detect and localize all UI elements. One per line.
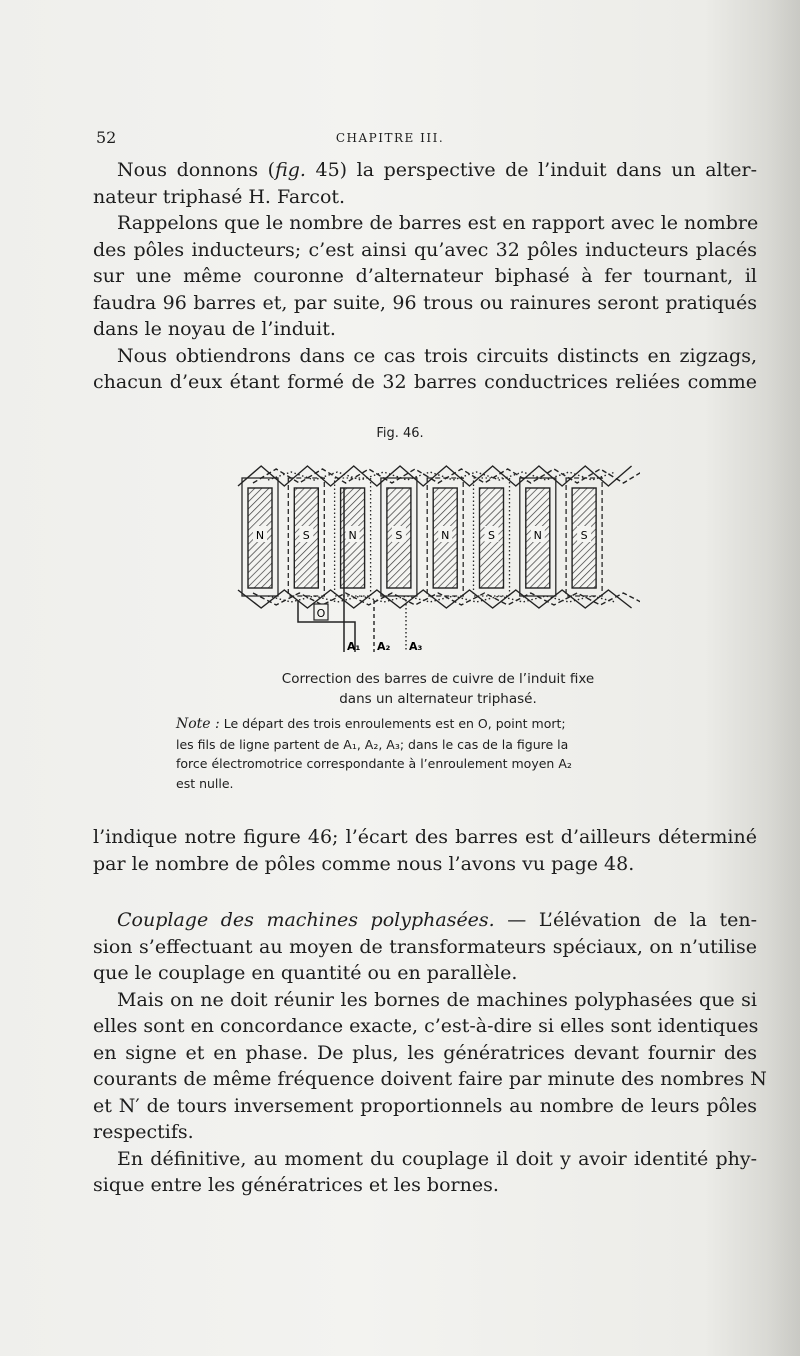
text-span: sique entre les génératrices et les bornes. xyxy=(93,1174,499,1196)
text-span: Mais on ne doit réunir les bornes de machines polyphasées que si xyxy=(117,988,757,1011)
text-line xyxy=(93,1146,757,1172)
text-span: nateur triphasé H. Farcot. xyxy=(93,185,346,208)
line-label-a1: A₁ xyxy=(347,640,361,653)
text-span: sur une même couronne d’alternateur biphasé à fer tournant, il xyxy=(93,265,757,287)
text-line xyxy=(93,316,757,342)
text-span: — L’élévation de la ten- xyxy=(494,909,757,931)
line-label-a3: A₃ xyxy=(409,640,423,653)
pole-label: S xyxy=(488,529,495,542)
text-span: respectifs. xyxy=(93,1121,194,1143)
text-span: chacun d’eux étant formé de 32 barres conductrices reliées comme xyxy=(93,371,757,393)
note-line: les fils de ligne partent de A₁, A₂, A₃; dans le cas de la figure la xyxy=(176,736,569,752)
text-span: Nous donnons ( xyxy=(117,159,276,181)
text-line xyxy=(93,210,757,236)
pole-label: N xyxy=(348,529,357,542)
text-line xyxy=(93,1093,757,1119)
note-label: Note : xyxy=(176,716,220,732)
caption-line: dans un alternateur triphasé. xyxy=(339,691,537,707)
text-line xyxy=(93,987,757,1013)
text-line xyxy=(93,824,757,850)
text-span: des pôles inducteurs; c’est ainsi qu’avec 32 pôles inducteurs placés xyxy=(93,238,757,261)
text-line xyxy=(93,1040,757,1066)
text-span: elles sont en concordance exacte, c’est-à-dire si elles sont identiques xyxy=(93,1015,759,1037)
text-line xyxy=(93,290,757,316)
italic-text: fig. xyxy=(275,159,306,181)
figure-note xyxy=(176,714,696,793)
italic-text: Couplage des machines polyphasées. xyxy=(117,909,495,931)
text-span: et N′ de tours inversement proportionnels au nombre de leurs pôles xyxy=(93,1094,757,1117)
text-line xyxy=(93,960,757,986)
text-line xyxy=(93,157,757,183)
text-span: 45) la perspective de l’induit dans un alter- xyxy=(305,159,758,181)
line-label-a2: A₂ xyxy=(377,640,391,653)
text-line xyxy=(93,263,757,289)
winding-connections-top xyxy=(238,466,640,486)
text-line xyxy=(93,1013,757,1039)
text-line xyxy=(93,343,757,369)
note-line: Le départ des trois enroulements est en O, point mort; xyxy=(219,716,566,731)
text-line xyxy=(93,369,757,395)
armature-winding-diagram xyxy=(220,455,640,655)
text-span: l’indique notre figure 46; l’écart des barres est d’ailleurs déterminé xyxy=(93,826,757,848)
figure-caption xyxy=(200,669,676,709)
text-line xyxy=(93,1066,767,1092)
pole-label: N xyxy=(533,529,542,542)
text-span: en signe et en phase. De plus, les génératrices devant fournir des xyxy=(93,1041,757,1064)
pole-label: N xyxy=(255,529,265,542)
running-title: CHAPITRE III. xyxy=(335,131,445,145)
text-span: que le couplage en quantité ou en parallèle. xyxy=(93,962,518,984)
text-line xyxy=(93,184,757,210)
text-span: par le nombre de pôles comme nous l’avons vu page 48. xyxy=(93,852,635,875)
origin-label: O xyxy=(316,607,326,620)
pole-label: S xyxy=(302,529,310,542)
note-line: force électromotrice correspondante à l’enroulement moyen A₂ xyxy=(176,756,572,771)
text-span: courants de même fréquence doivent faire par minute des nombres N xyxy=(93,1068,767,1090)
note-line: est nulle. xyxy=(176,775,234,791)
text-line xyxy=(93,851,757,877)
pole-label: S xyxy=(395,529,403,542)
pole-pieces xyxy=(248,488,596,588)
figure-title: Fig. 46. xyxy=(376,426,424,441)
caption-line: Correction des barres de cuivre de l’induit fixe xyxy=(281,671,595,687)
text-line xyxy=(93,1172,757,1198)
text-line xyxy=(93,1119,757,1145)
text-span: En définitive, au moment du couplage il doit y avoir identité phy- xyxy=(117,1147,757,1170)
text-span: Nous obtiendrons dans ce cas trois circuits distincts en zigzags, xyxy=(117,344,757,367)
pole-label: N xyxy=(441,529,450,542)
text-span: dans le noyau de l’induit. xyxy=(93,318,336,340)
text-line xyxy=(93,237,757,263)
phase-connection-bottom xyxy=(238,590,632,608)
text-span: faudra 96 barres et, par suite, 96 trous ou rainures seront pratiqués xyxy=(93,291,757,314)
text-line xyxy=(93,934,757,960)
pole-label: S xyxy=(580,529,588,542)
page-number: 52 xyxy=(96,128,117,147)
text-span: sion s’effectuant au moyen de transformateurs spéciaux, on n’utilise xyxy=(93,935,757,958)
phase-connection-top xyxy=(238,466,632,486)
text-line xyxy=(93,907,757,933)
text-span: Rappelons que le nombre de barres est en rapport avec le nombre xyxy=(117,212,759,234)
